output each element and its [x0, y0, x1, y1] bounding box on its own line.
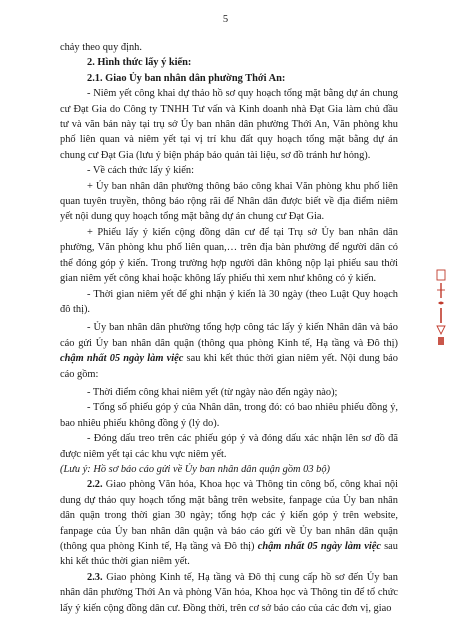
paragraph-note: (Lưu ý: Hồ sơ báo cáo gửi về Ủy ban nhân dân quận gồm 03 bộ) — [60, 463, 330, 475]
subsection-heading-2-1: 2.1. Giao Ủy ban nhân dân phường Thới An: — [87, 72, 286, 84]
paragraph-2-3-text: Giao phòng Kinh tế, Hạ tầng và Đô thị cung cấp hồ sơ đến Ủy ban nhân dân phường Thới An và phòng Văn hóa, Khoa học và Thông tin để tổ chức lấy ý kiến cộng đồng dân cư. Đồng thời, trên cơ sở báo cáo của các đơn vị, giao — [60, 571, 398, 614]
paragraph-method-heading: - Về cách thức lấy ý kiến: — [87, 165, 194, 177]
paragraph-2-2-end: sau khi kết thúc thời gian niêm yết. — [60, 541, 398, 568]
page-number: 5 — [222, 14, 229, 25]
paragraph-posting-time: - Thời điểm công khai niêm yết (từ ngày nào đến ngày nào); — [87, 386, 338, 398]
paragraph-2-2 — [60, 477, 398, 569]
ward-report-text: - Ủy ban nhân dân phường tổng hợp công tác lấy ý kiến Nhân dân và báo cáo gửi Ủy ban nhân dân quận (thông qua phòng Kinh tế, Hạ tầng và Đô thị) — [60, 322, 398, 349]
section-heading-2: 2. Hình thức lấy ý kiến: — [87, 57, 192, 69]
subsection-number-2-3: 2.3. — [87, 571, 103, 583]
subsection-number-2-2: 2.2. — [87, 479, 103, 491]
paragraph-feedback-forms: + Phiếu lấy ý kiến cộng đồng dân cư để tại Trụ sở Ủy ban nhân dân phường, Văn phòng khu phố liên quan,… trên địa bàn phường để người dân có thể đóng góp ý kiến. Trong trường hợp người dân không nộp lại phiếu sau thời gian niêm yết công khai hoặc không lấy phiếu thì xem như không có ý kiến. — [60, 226, 398, 285]
paragraph-2-3 — [60, 570, 398, 616]
paragraph-continuation: chảy theo quy định. — [60, 42, 142, 53]
paragraph-posting-period: - Thời gian niêm yết để ghi nhận ý kiến là 30 ngày (theo Luật Quy hoạch đô thị). — [60, 288, 398, 315]
paragraph-2-2-text: Giao phòng Văn hóa, Khoa học và Thông tin công bố, công khai nội dung dự thảo quy hoạch tổng mặt bằng trên website, fanpage của Ủy ban nhân dân quận trong thời gian 30 ngày; tổng hợp các ý kiến góp ý trên website, fanpage của Ủy ban nhân dân quận và báo cáo gửi về Ủy ban nhân dân quận (thông qua phòng Kinh tế, Hạ tầng và Đô thị) — [60, 479, 398, 552]
paragraph-ballot-count: - Tổng số phiếu góp ý của Nhân dân, trong đó: có bao nhiêu phiếu đồng ý, bao nhiêu phiếu không đồng ý (lý do). — [60, 402, 398, 429]
paragraph-posting: - Niêm yết công khai dự thảo hồ sơ quy hoạch tổng mặt bằng dự án chung cư Đạt Gia do Công ty TNHH Tư vấn và Kinh doanh nhà Đạt Gia làm chủ đầu tư và văn bản này tại trụ sở Ủy ban nhân dân phường Thới An, Văn phòng khu phố liên quan và niêm yết tại vị trí khu đất quy hoạch tổng mặt bằng dự án chung cư Đạt Gia (lưu ý biện pháp bảo quản tài liệu, sơ đồ tránh hư hỏng). — [60, 88, 398, 161]
deadline-emphasis: chậm nhất 05 ngày làm việc — [60, 353, 184, 365]
paragraph-ward-report — [60, 320, 398, 382]
ward-report-text-end: sau khi kết thúc thời gian niêm yết. Nội dung báo cáo gồm: — [60, 353, 398, 380]
document-body — [60, 40, 398, 616]
deadline-emphasis-2: chậm nhất 05 ngày làm việc — [257, 541, 381, 552]
paragraph-announcement: + Ủy ban nhân dân phường thông báo công khai Văn phòng khu phố liên quan tuyên truyền, thông báo rộng rãi để Nhân dân được biết về địa điểm niêm yết nội dung quy hoạch tổng mặt bằng dự án chung cư Đạt Gia. — [60, 180, 398, 223]
margin-stamp — [433, 268, 449, 348]
paragraph-stamping: - Đóng dấu treo trên các phiếu góp ý và đóng dấu xác nhận lên sơ đồ đã được niêm yết tại các khu vực niêm yết. — [60, 433, 398, 460]
